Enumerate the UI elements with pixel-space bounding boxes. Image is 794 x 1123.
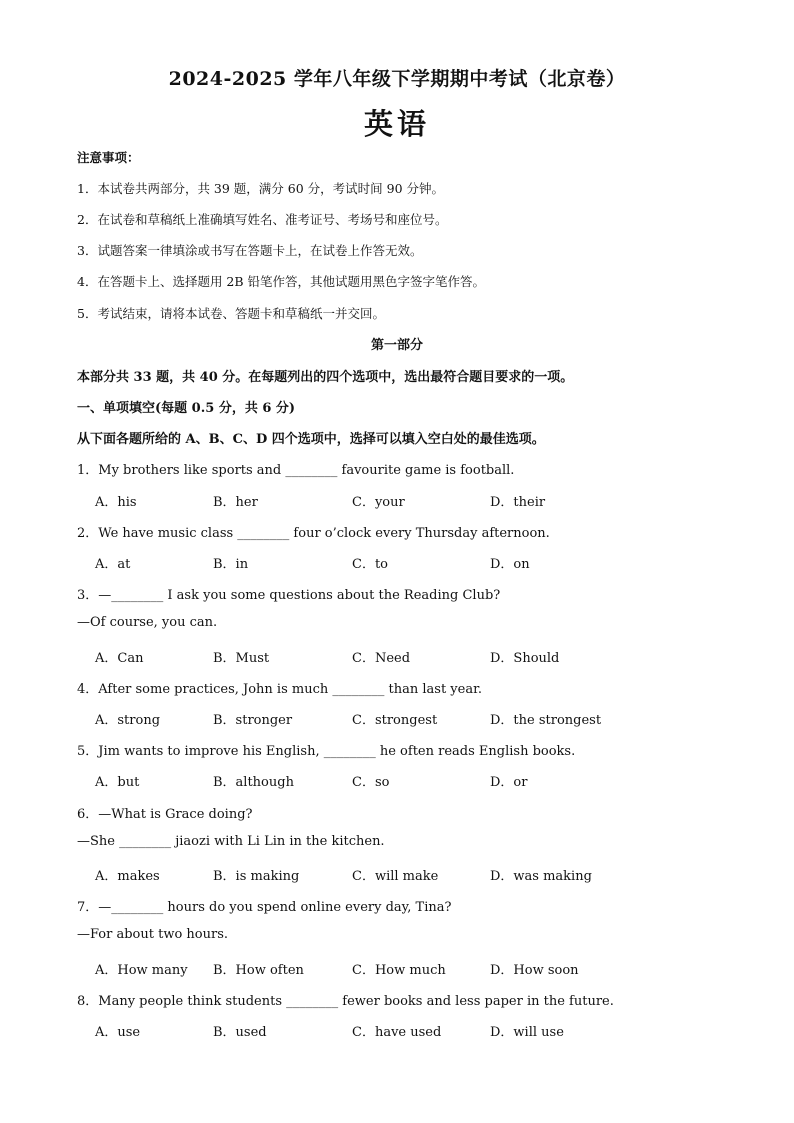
option-a: A．Can [95,651,144,666]
option-c: C．How much [352,963,446,978]
option-a: A．use [95,1025,141,1040]
option-d: D．or [490,775,528,790]
option-a: A．his [95,495,137,510]
question-stem: 3．—________ I ask you some questions about the Reading Club? [77,588,501,603]
option-d: D．on [490,557,530,572]
option-b: B．Must [213,651,270,666]
option-b: B．stronger [213,713,293,728]
question-stem: 5．Jim wants to improve his English, ________ he often reads English books. [77,744,576,759]
option-c: C．have used [352,1025,442,1040]
option-b: B．How often [213,963,304,978]
exam-title: 2024-2025 学年八年级下学期期中考试（北京卷） [168,68,626,90]
option-d: D．How soon [490,963,579,978]
part-intro: 本部分共 33 题，共 40 分。在每题列出的四个选项中，选出最符合题目要求的一项。 [77,370,574,385]
option-d: D．their [490,495,546,510]
option-c: C．so [352,775,390,790]
section-heading: 一、单项填空(每题 0.5 分，共 6 分) [77,401,296,416]
notice-heading: 注意事项： [77,150,140,165]
option-b: B．is making [213,869,300,884]
notice-item: 1．本试卷共两部分，共 39 题，满分 60 分，考试时间 90 分钟。 [77,181,445,196]
option-b: B．although [213,775,294,790]
option-a: A．but [95,775,140,790]
option-c: C．Need [352,651,411,666]
subject-title: 英语 [363,107,430,141]
option-b: B．used [213,1025,267,1040]
option-c: C．your [352,495,405,510]
part-heading: 第一部分 [370,338,423,353]
question-stem: 4．After some practices, John is much ________ than last year. [77,682,483,697]
question-reply: —For about two hours. [77,927,229,942]
option-a: A．makes [95,869,160,884]
question-reply: —She ________ jiaozi with Li Lin in the kitchen. [77,834,385,849]
option-c: C．will make [352,869,439,884]
option-c: C．strongest [352,713,438,728]
option-b: B．in [213,557,249,572]
notice-item: 3．试题答案一律填涂或书写在答题卡上，在试卷上作答无效。 [77,243,423,258]
notice-item: 4．在答题卡上、选择题用 2B 铅笔作答，其他试题用黑色字签字笔作答。 [77,274,486,289]
question-stem: 2．We have music class ________ four o’clock every Thursday afternoon. [77,526,550,541]
option-a: A．strong [95,713,161,728]
notice-item: 2．在试卷和草稿纸上准确填写姓名、准考证号、考场号和座位号。 [77,212,448,227]
section-instruction: 从下面各题所给的 A、B、C、D 四个选项中，选择可以填入空白处的最佳选项。 [77,432,545,447]
notice-item: 5．考试结束，请将本试卷、答题卡和草稿纸一并交回。 [77,306,385,321]
question-stem: 1．My brothers like sports and ________ favourite game is football. [77,463,515,478]
question-stem: 7．—________ hours do you spend online every day, Tina? [77,900,452,915]
question-stem: 6．—What is Grace doing? [77,807,253,822]
option-c: C．to [352,557,388,572]
option-d: D．Should [490,651,560,666]
option-b: B．her [213,495,258,510]
question-stem: 8．Many people think students ________ fewer books and less paper in the future. [77,994,614,1009]
option-d: D．was making [490,869,592,884]
option-a: A．at [95,557,131,572]
option-d: D．will use [490,1025,564,1040]
option-a: A．How many [95,963,188,978]
question-reply: —Of course, you can. [77,615,218,630]
option-d: D．the strongest [490,713,602,728]
